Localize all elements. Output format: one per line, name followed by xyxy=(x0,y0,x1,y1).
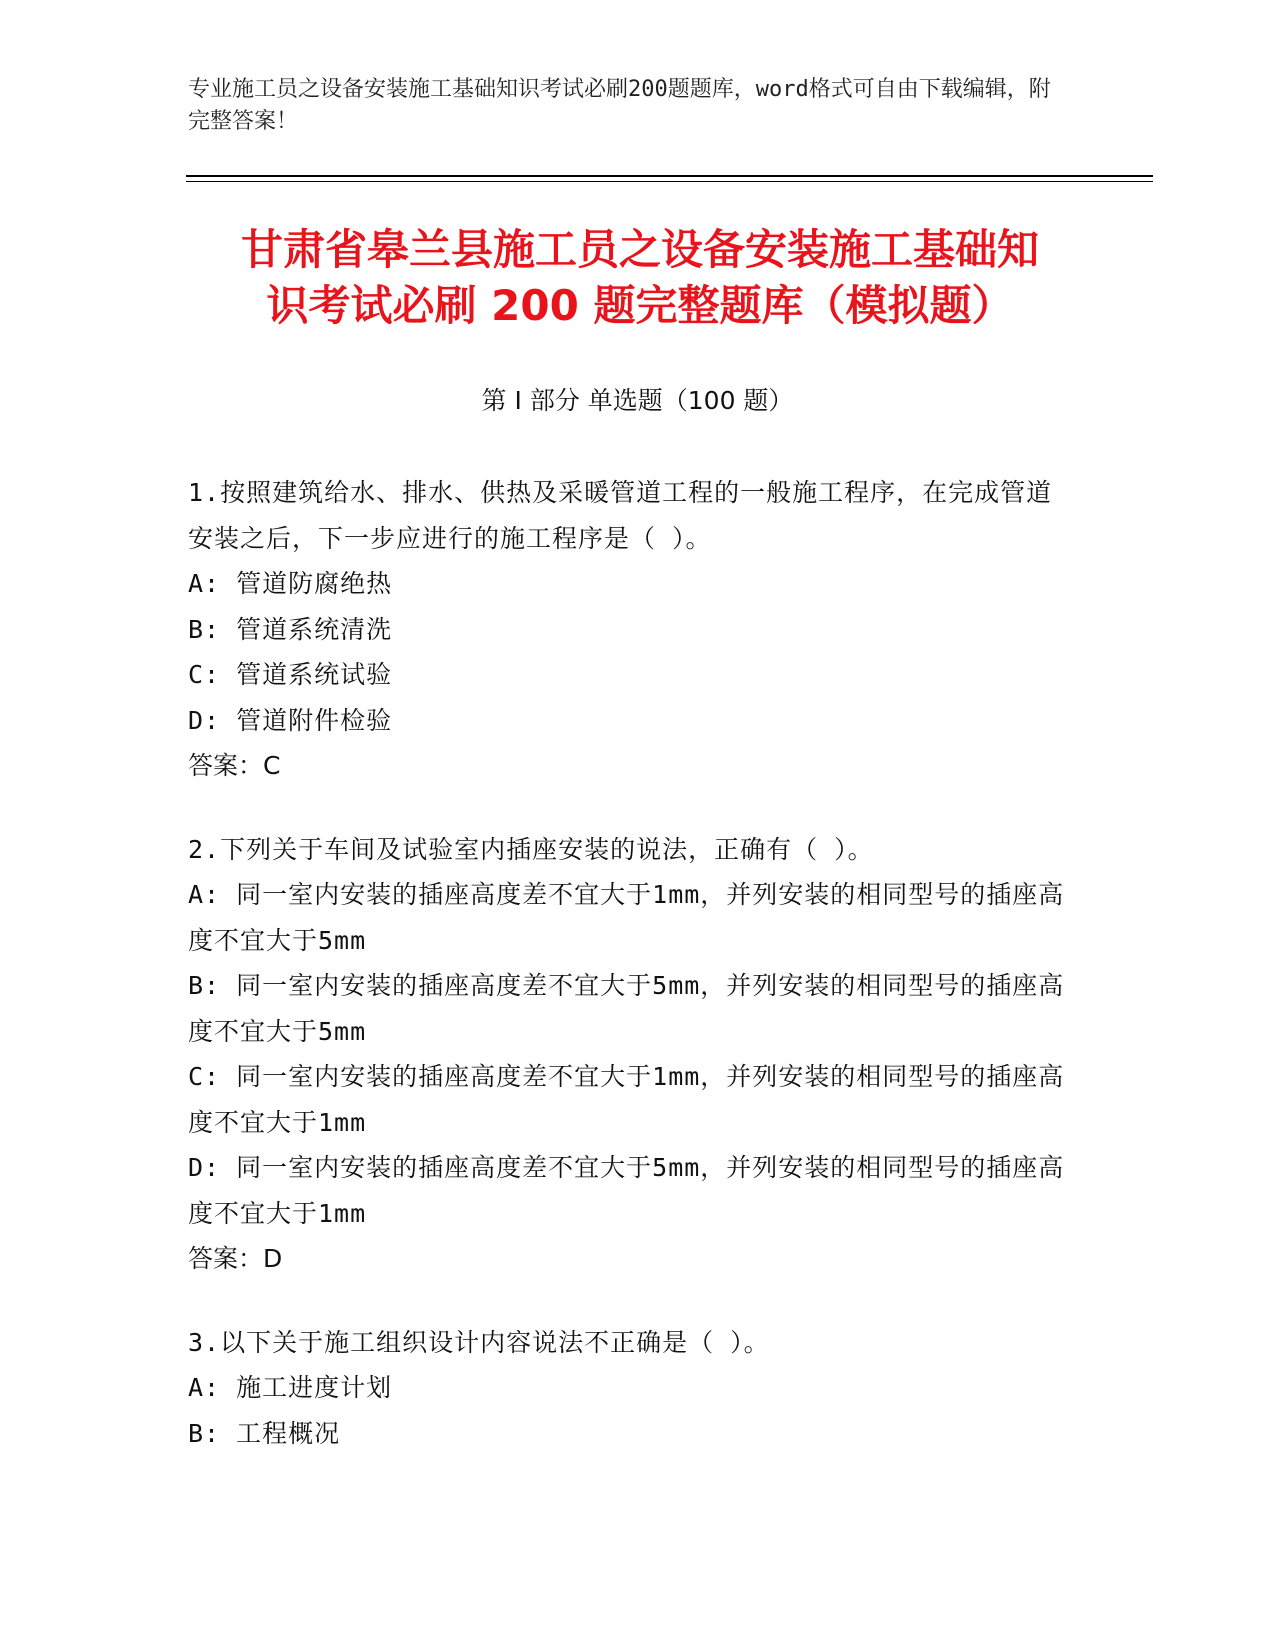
header-rule-thin xyxy=(186,181,1153,182)
option-b: B: 管道系统清洗 xyxy=(188,614,393,644)
option-b: B: 同一室内安装的插座高度差不宜大于5mm，并列安装的相同型号的插座高度不宜大于5mm xyxy=(188,971,1065,1046)
option-d: D: 管道附件检验 xyxy=(188,705,393,735)
question-stem: 2.下列关于车间及试验室内插座安装的说法，正确有（ ）。 xyxy=(188,834,874,864)
option-d: D: 同一室内安装的插座高度差不宜大于5mm，并列安装的相同型号的插座高度不宜大于1mm xyxy=(188,1153,1065,1228)
answer: 答案：D xyxy=(188,1244,283,1273)
option-b: B: 工程概况 xyxy=(188,1418,341,1448)
question-2 xyxy=(188,827,1068,1282)
question-stem: 1.按照建筑给水、排水、供热及采暖管道工程的一般施工程序，在完成管道安装之后，下一步应进行的施工程序是（ ）。 xyxy=(188,478,1053,553)
question-1 xyxy=(188,470,1068,789)
option-c: C: 管道系统试验 xyxy=(188,660,393,689)
option-a: A: 同一室内安装的插座高度差不宜大于1mm，并列安装的相同型号的插座高度不宜大于5mm xyxy=(188,880,1065,955)
header-rule-thick xyxy=(186,175,1153,177)
option-a: A: 施工进度计划 xyxy=(188,1373,393,1402)
option-c: C: 同一室内安装的插座高度差不宜大于1mm，并列安装的相同型号的插座高度不宜大于1mm xyxy=(188,1062,1065,1137)
section-title: 第 I 部分 单选题（100 题） xyxy=(481,386,794,415)
document-title-line-1: 甘肃省皋兰县施工员之设备安装施工基础知 xyxy=(240,225,1039,274)
header-note: 专业施工员之设备安装施工基础知识考试必刷200题题库，word格式可自由下载编辑，附完整答案！ xyxy=(188,77,1051,134)
question-3 xyxy=(188,1320,1068,1457)
document-title xyxy=(160,222,1120,334)
answer: 答案：C xyxy=(188,751,281,780)
question-stem: 3.以下关于施工组织设计内容说法不正确是（ ）。 xyxy=(188,1327,770,1357)
question-list xyxy=(188,470,1068,1494)
document-title-line-2: 识考试必刷 200 题完整题库（模拟题） xyxy=(266,281,1014,330)
option-a: A: 管道防腐绝热 xyxy=(188,569,393,598)
